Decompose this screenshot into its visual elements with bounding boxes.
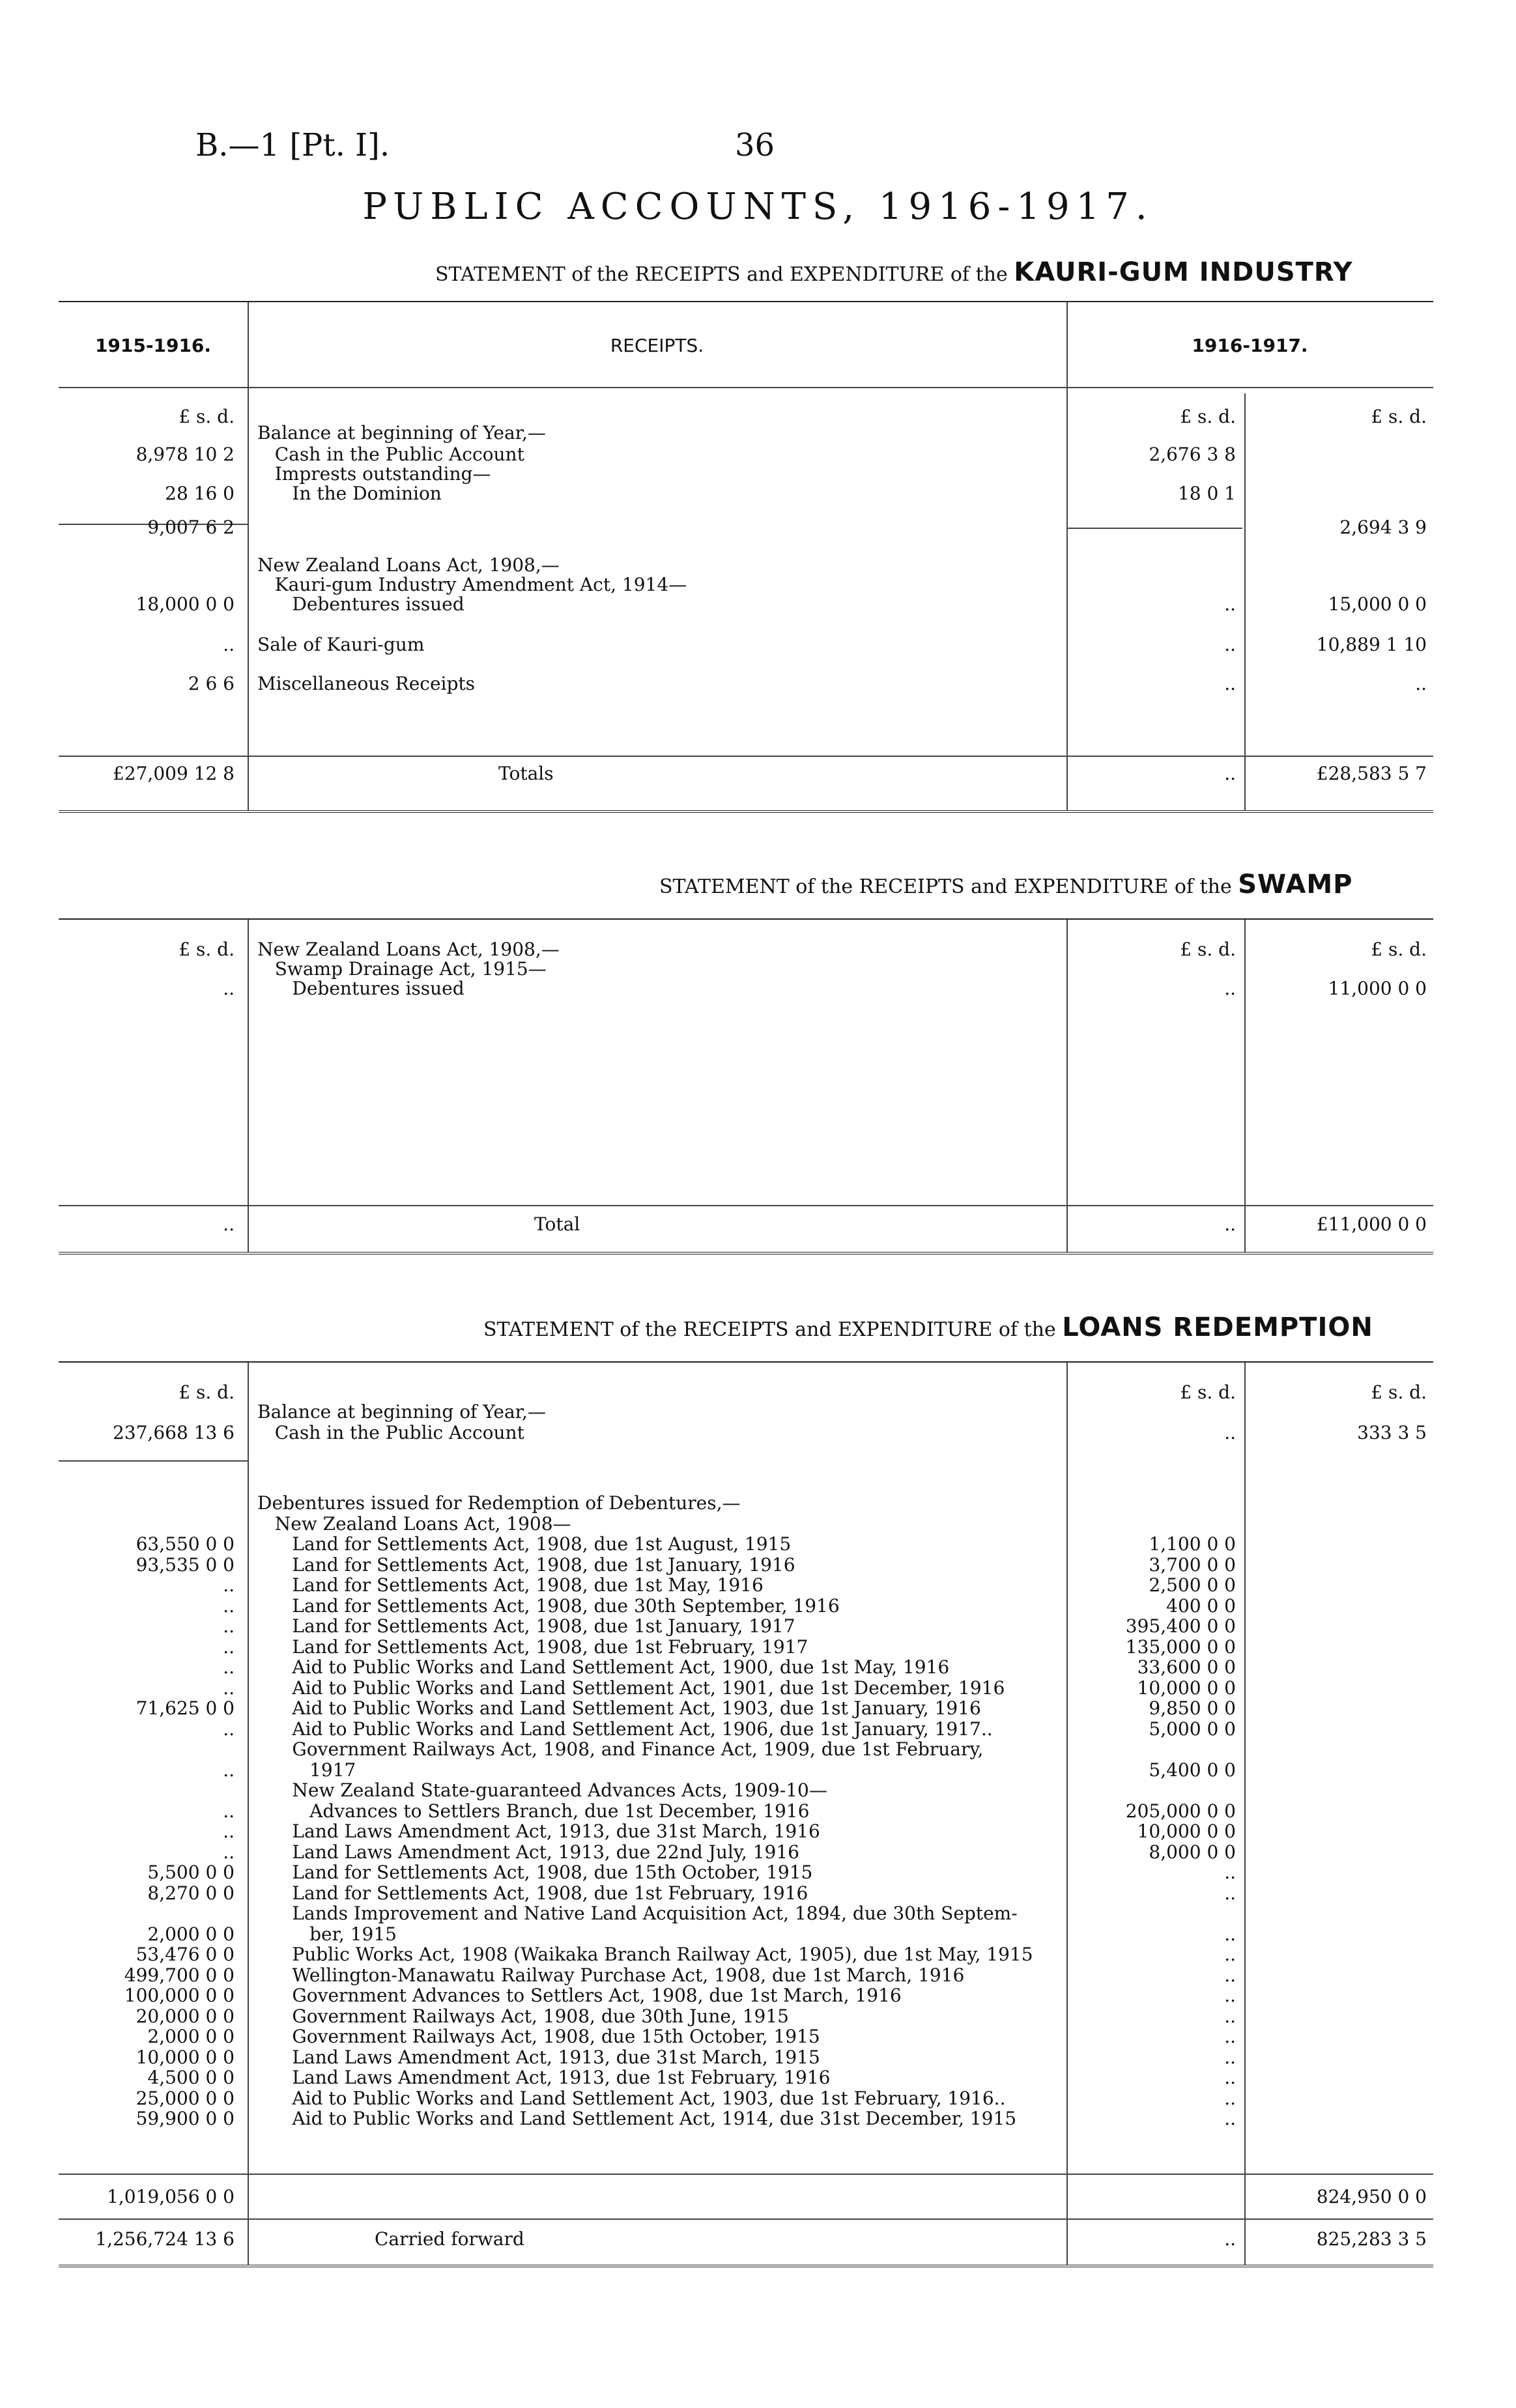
ledger-current-year-amount: 11,000 0 0 bbox=[1328, 978, 1427, 999]
ledger-item-text: Land for Settlements Act, 1908, due 1st August, 1915 bbox=[257, 1533, 792, 1555]
ledger-subamount: 135,000 0 0 bbox=[1125, 1636, 1236, 1658]
kauri-total-right: £28,583 5 7 bbox=[1316, 763, 1427, 784]
kauri-table bbox=[59, 301, 1433, 813]
ledger-subamount: 18 0 1 bbox=[1177, 483, 1236, 504]
ledger-item-text: Government Railways Act, 1908, due 15th October, 1915 bbox=[257, 2026, 820, 2047]
ledger-item-text: Aid to Public Works and Land Settlement Act, 1903, due 1st February, 1916.. bbox=[257, 2087, 1006, 2109]
kauri-col-mid: RECEIPTS. bbox=[610, 335, 704, 356]
ledger-subamount: .. bbox=[1224, 634, 1236, 655]
ledger-item-text: Government Advances to Settlers Act, 1908, due 1st March, 1916 bbox=[257, 1985, 902, 2006]
ledger-prior-year-amount: 4,500 0 0 bbox=[147, 2067, 235, 2088]
ledger-subamount: .. bbox=[1224, 1421, 1236, 1443]
ledger-subamount: 33,600 0 0 bbox=[1137, 1656, 1236, 1678]
loans-units-right: £ s. d. bbox=[1371, 1381, 1427, 1403]
ledger-current-year-amount: .. bbox=[1415, 673, 1427, 694]
swamp-total-mid: .. bbox=[1224, 1213, 1236, 1235]
ledger-prior-year-amount: .. bbox=[223, 978, 235, 999]
ledger-prior-year-amount: 93,535 0 0 bbox=[136, 1553, 235, 1576]
loans-units-left: £ s. d. bbox=[179, 1381, 235, 1403]
ledger-item-text: In the Dominion bbox=[257, 483, 442, 504]
ledger-prior-year-amount: .. bbox=[223, 1574, 235, 1596]
ledger-current-year-amount: 2,694 3 9 bbox=[1339, 517, 1427, 538]
ledger-item-text: Land for Settlements Act, 1908, due 1st February, 1916 bbox=[257, 1882, 808, 1904]
ledger-subamount: 395,400 0 0 bbox=[1125, 1615, 1236, 1637]
ledger-prior-year-amount: .. bbox=[223, 1718, 235, 1740]
ledger-item-text: Advances to Settlers Branch, due 1st December, 1916 bbox=[257, 1800, 810, 1822]
ledger-prior-year-amount: 53,476 0 0 bbox=[136, 1944, 235, 1965]
kauri-units-right: £ s. d. bbox=[1371, 406, 1427, 427]
ledger-prior-year-amount: .. bbox=[223, 1800, 235, 1822]
ledger-item-text: Debentures issued bbox=[257, 978, 465, 999]
ledger-subamount: .. bbox=[1224, 1923, 1236, 1945]
ledger-subamount: 3,700 0 0 bbox=[1149, 1553, 1236, 1576]
ledger-prior-year-amount: 25,000 0 0 bbox=[136, 2087, 235, 2109]
swamp-units-mid: £ s. d. bbox=[1180, 939, 1236, 960]
loans-total-mid: .. bbox=[1224, 2228, 1236, 2250]
ledger-subamount: 5,000 0 0 bbox=[1149, 1718, 1236, 1740]
ledger-item-text: New Zealand Loans Act, 1908,— bbox=[257, 554, 560, 576]
ledger-prior-year-amount: 100,000 0 0 bbox=[124, 1985, 235, 2006]
ledger-item-text: Miscellaneous Receipts bbox=[257, 673, 476, 694]
ledger-subamount: .. bbox=[1224, 1964, 1236, 1986]
ledger-prior-year-amount: 5,500 0 0 bbox=[147, 1862, 235, 1883]
ledger-prior-year-amount: 71,625 0 0 bbox=[136, 1697, 235, 1719]
swamp-units-left: £ s. d. bbox=[179, 939, 235, 960]
page-title: PUBLIC ACCOUNTS, 1916-1917. bbox=[362, 186, 1154, 228]
ledger-subamount: .. bbox=[1224, 593, 1236, 615]
ledger-subamount: .. bbox=[1224, 2108, 1236, 2129]
ledger-item-text: New Zealand Loans Act, 1908— bbox=[257, 1512, 571, 1535]
ledger-item-text: Swamp Drainage Act, 1915— bbox=[257, 958, 547, 980]
swamp-total-label: Total bbox=[534, 1213, 580, 1235]
ledger-item-text: Kauri-gum Industry Amendment Act, 1914— bbox=[257, 574, 687, 595]
swamp-units-right: £ s. d. bbox=[1371, 939, 1427, 960]
ledger-prior-year-amount: 63,550 0 0 bbox=[136, 1533, 235, 1555]
ledger-prior-year-amount: 2,000 0 0 bbox=[147, 1923, 235, 1945]
swamp-total-left: .. bbox=[223, 1213, 235, 1235]
ledger-current-year-amount: 333 3 5 bbox=[1357, 1421, 1427, 1443]
ledger-prior-year-amount: 20,000 0 0 bbox=[136, 2005, 235, 2027]
ledger-subamount: .. bbox=[1224, 2005, 1236, 2027]
ledger-prior-year-amount: 8,978 10 2 bbox=[136, 444, 235, 465]
loans-units-mid: £ s. d. bbox=[1180, 1381, 1236, 1403]
swamp-heading-bold: SWAMP bbox=[1238, 870, 1353, 899]
ledger-item-text: Land for Settlements Act, 1908, due 1st January, 1917 bbox=[257, 1615, 795, 1637]
ledger-subamount: .. bbox=[1224, 2046, 1236, 2068]
loans-heading-bold: LOANS REDEMPTION bbox=[1062, 1312, 1373, 1342]
page-number: 36 bbox=[735, 127, 775, 163]
ledger-prior-year-amount: 499,700 0 0 bbox=[124, 1964, 235, 1986]
ledger-item-text: Land for Settlements Act, 1908, due 1st May, 1916 bbox=[257, 1574, 764, 1596]
loans-table bbox=[59, 1361, 1433, 2267]
ledger-subamount: .. bbox=[1224, 2087, 1236, 2109]
ledger-subamount: 1,100 0 0 bbox=[1149, 1533, 1236, 1555]
ledger-subamount: 2,676 3 8 bbox=[1149, 444, 1236, 465]
ledger-item-text: Land for Settlements Act, 1908, due 1st January, 1916 bbox=[257, 1553, 795, 1576]
ledger-prior-year-amount: .. bbox=[223, 1656, 235, 1678]
ledger-item-text: Debentures issued bbox=[257, 593, 465, 615]
ledger-item-text: Land Laws Amendment Act, 1913, due 31st March, 1916 bbox=[257, 1820, 820, 1842]
ledger-prior-year-amount: .. bbox=[223, 634, 235, 655]
ledger-prior-year-amount: .. bbox=[223, 1594, 235, 1617]
ledger-item-text: Land Laws Amendment Act, 1913, due 22nd July, 1916 bbox=[257, 1841, 799, 1863]
swamp-heading-prefix: STATEMENT of the RECEIPTS and EXPENDITURE of the bbox=[659, 875, 1232, 898]
ledger-subamount: 400 0 0 bbox=[1166, 1594, 1236, 1617]
kauri-heading bbox=[435, 257, 1353, 287]
ledger-item-text: ber, 1915 bbox=[257, 1923, 397, 1945]
ledger-item-text: Cash in the Public Account bbox=[257, 1421, 524, 1443]
ledger-subamount: 10,000 0 0 bbox=[1137, 1820, 1236, 1842]
ledger-prior-year-amount: 10,000 0 0 bbox=[136, 2046, 235, 2068]
ledger-item-text: Land for Settlements Act, 1908, due 30th September, 1916 bbox=[257, 1594, 840, 1617]
ledger-subamount: .. bbox=[1224, 2067, 1236, 2088]
ledger-subamount: 2,500 0 0 bbox=[1149, 1574, 1236, 1596]
ledger-item-text: Imprests outstanding— bbox=[257, 463, 491, 485]
ledger-item-text: New Zealand State-guaranteed Advances Acts, 1909-10— bbox=[257, 1779, 827, 1801]
ledger-item-text: Balance at beginning of Year,— bbox=[257, 1401, 546, 1423]
ledger-subamount: 205,000 0 0 bbox=[1125, 1800, 1236, 1822]
kauri-col-left: 1915-1916. bbox=[94, 335, 212, 356]
ledger-item-text: Lands Improvement and Native Land Acquisition Act, 1894, due 30th Septem- bbox=[257, 1903, 1018, 1924]
ledger-current-year-amount: 10,889 1 10 bbox=[1316, 634, 1427, 655]
ledger-prior-year-amount: .. bbox=[223, 1615, 235, 1637]
ledger-prior-year-amount: .. bbox=[223, 1677, 235, 1699]
ledger-subamount: .. bbox=[1224, 673, 1236, 694]
loans-subtotal-right: 824,950 0 0 bbox=[1316, 2186, 1427, 2207]
ledger-prior-year-amount: .. bbox=[223, 1636, 235, 1658]
ledger-item-text: Debentures issued for Redemption of Debentures,— bbox=[257, 1492, 741, 1514]
document-reference: B.—1 [Pt. I]. bbox=[195, 127, 390, 163]
ledger-subamount: .. bbox=[1224, 1944, 1236, 1965]
ledger-item-text: Land Laws Amendment Act, 1913, due 31st March, 1915 bbox=[257, 2046, 820, 2068]
ledger-subamount: 5,400 0 0 bbox=[1149, 1759, 1236, 1781]
ledger-item-text: Government Railways Act, 1908, and Finance Act, 1909, due 1st February, bbox=[257, 1738, 984, 1760]
ledger-item-text: Aid to Public Works and Land Settlement Act, 1900, due 1st May, 1916 bbox=[257, 1656, 950, 1678]
ledger-item-text: Aid to Public Works and Land Settlement Act, 1901, due 1st December, 1916 bbox=[257, 1677, 1005, 1699]
ledger-prior-year-amount: 2 6 6 bbox=[188, 673, 235, 694]
ledger-subamount: .. bbox=[1224, 2026, 1236, 2047]
swamp-heading bbox=[659, 870, 1352, 899]
ledger-prior-year-amount: 2,000 0 0 bbox=[147, 2026, 235, 2047]
ledger-prior-year-amount: 18,000 0 0 bbox=[136, 593, 235, 615]
ledger-prior-year-amount: 8,270 0 0 bbox=[147, 1882, 235, 1904]
ledger-subamount: .. bbox=[1224, 1882, 1236, 1904]
ledger-prior-year-amount: .. bbox=[223, 1759, 235, 1781]
swamp-table bbox=[59, 918, 1433, 1254]
loans-heading-prefix: STATEMENT of the RECEIPTS and EXPENDITURE of the bbox=[483, 1318, 1056, 1341]
loans-subtotal-left: 1,019,056 0 0 bbox=[107, 2186, 235, 2207]
ledger-item-text: Sale of Kauri-gum bbox=[257, 634, 425, 655]
ledger-current-year-amount: 15,000 0 0 bbox=[1328, 593, 1427, 615]
ledger-item-text: Land for Settlements Act, 1908, due 1st February, 1917 bbox=[257, 1636, 808, 1658]
ledger-prior-year-amount: 28 16 0 bbox=[165, 483, 235, 504]
ledger-prior-year-amount: 59,900 0 0 bbox=[136, 2108, 235, 2129]
ledger-item-text: Wellington-Manawatu Railway Purchase Act, 1908, due 1st March, 1916 bbox=[257, 1964, 965, 1986]
kauri-total-label: Totals bbox=[498, 763, 554, 784]
ledger-item-text: Cash in the Public Account bbox=[257, 444, 524, 465]
ledger-item-text: Aid to Public Works and Land Settlement Act, 1906, due 1st January, 1917.. bbox=[257, 1718, 993, 1740]
ledger-prior-year-amount: 237,668 13 6 bbox=[112, 1421, 235, 1443]
ledger-prior-year-amount: 9,007 6 2 bbox=[147, 517, 235, 538]
loans-heading bbox=[483, 1312, 1373, 1342]
kauri-units-left: £ s. d. bbox=[179, 406, 235, 427]
ledger-subamount: 9,850 0 0 bbox=[1149, 1697, 1236, 1719]
kauri-col-right: 1916-1917. bbox=[1192, 335, 1308, 356]
ledger-item-text: Land Laws Amendment Act, 1913, due 1st February, 1916 bbox=[257, 2067, 831, 2088]
ledger-item-text: Land for Settlements Act, 1908, due 15th October, 1915 bbox=[257, 1862, 813, 1883]
loans-total-label: Carried forward bbox=[375, 2228, 524, 2250]
kauri-total-mid: .. bbox=[1224, 763, 1236, 784]
ledger-subamount: .. bbox=[1224, 1862, 1236, 1883]
ledger-item-text: Aid to Public Works and Land Settlement Act, 1914, due 31st December, 1915 bbox=[257, 2108, 1017, 2129]
kauri-units-mid: £ s. d. bbox=[1180, 406, 1236, 427]
ledger-subamount: 8,000 0 0 bbox=[1149, 1841, 1236, 1863]
swamp-total-right: £11,000 0 0 bbox=[1316, 1213, 1427, 1235]
loans-total-left: 1,256,724 13 6 bbox=[95, 2228, 235, 2250]
ledger-prior-year-amount: .. bbox=[223, 1841, 235, 1863]
ledger-item-text: Aid to Public Works and Land Settlement Act, 1903, due 1st January, 1916 bbox=[257, 1697, 981, 1719]
ledger-subamount: 10,000 0 0 bbox=[1137, 1677, 1236, 1699]
ledger-item-text: Public Works Act, 1908 (Waikaka Branch Railway Act, 1905), due 1st May, 1915 bbox=[257, 1944, 1033, 1965]
ledger-prior-year-amount: .. bbox=[223, 1820, 235, 1842]
kauri-heading-prefix: STATEMENT of the RECEIPTS and EXPENDITURE of the bbox=[435, 263, 1008, 286]
kauri-heading-bold: KAURI-GUM INDUSTRY bbox=[1014, 257, 1353, 287]
ledger-item-text: Balance at beginning of Year,— bbox=[257, 422, 546, 444]
loans-total-right: 825,283 3 5 bbox=[1316, 2228, 1427, 2250]
ledger-item-text: New Zealand Loans Act, 1908,— bbox=[257, 939, 560, 960]
ledger-item-text: 1917 bbox=[257, 1759, 356, 1781]
ledger-subamount: .. bbox=[1224, 978, 1236, 999]
kauri-total-left: £27,009 12 8 bbox=[112, 763, 235, 784]
ledger-subamount: .. bbox=[1224, 1985, 1236, 2006]
ledger-item-text: Government Railways Act, 1908, due 30th June, 1915 bbox=[257, 2005, 789, 2027]
